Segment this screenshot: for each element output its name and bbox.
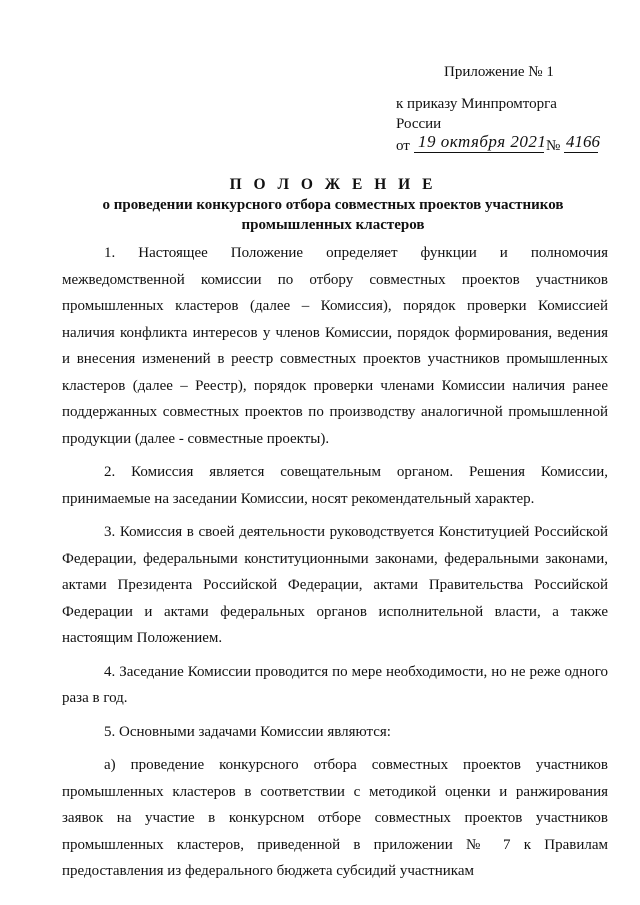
paragraph-4: 4. Заседание Комиссии проводится по мере необходимости, но не реже одного раза в год. [62, 663, 608, 706]
document-title [60, 175, 606, 235]
appendix-number: Приложение № 1 [444, 64, 554, 80]
paragraph-1: 1. Настоящее Положение определяет функции и полномочия межведомственной комиссии по отбору совместных проектов участников промышленных кластеров (далее – Комиссия), порядок проверки Комиссией наличия конфликта интересов у членов Комиссии, порядок формирования, ведения и внесения изменений в реестр совместных проектов участников промышленных кластеров (далее – Реестр), порядок проверки членами Комиссии наличия ранее поддержанных совместных проектов по производству аналогичной промышленной продукции (далее - совместные проекты). [62, 245, 608, 447]
date-prefix: от [396, 138, 410, 154]
paragraph-5a: а) проведение конкурсного отбора совместных проектов участников промышленных кластеров в соответствии с методикой оценки и ранжирования заявок на участие в конкурсном отборе совместных проектов участников промышленных кластеров, приведенной в приложении № 7 к Правилам предоставления из федерального бюджета субсидий участникам [62, 757, 608, 879]
number-sign: № [546, 138, 561, 154]
handwritten-order-number: 4166 [566, 132, 600, 151]
order-reference: к приказу Минпромторга России [396, 96, 557, 132]
number-underline [564, 152, 598, 153]
document-body [62, 240, 608, 885]
date-underline [414, 152, 544, 153]
paragraph-2: 2. Комиссия является совещательным органом. Решения Комиссии, принимаемые на заседании Комиссии, носят рекомендательный характер. [62, 464, 608, 507]
title-subtitle: о проведении конкурсного отбора совместных проектов участников промышленных кластеров [102, 197, 564, 233]
handwritten-date: 19 октября 2021 [418, 132, 547, 151]
order-date-line [396, 132, 600, 156]
appendix-header [396, 62, 600, 156]
paragraph-3: 3. Комиссия в своей деятельности руководствуется Конституцией Российской Федерации, федеральными конституционными законами, федеральными законами, актами Президента Российской Федерации, актами Правительства Российской Федерации и актами федеральных органов исполнительной власти, а также настоящим Положением. [62, 524, 608, 646]
title-main: П О Л О Ж Е Н И Е [229, 176, 437, 193]
paragraph-5: 5. Основными задачами Комиссии являются: [104, 723, 391, 740]
